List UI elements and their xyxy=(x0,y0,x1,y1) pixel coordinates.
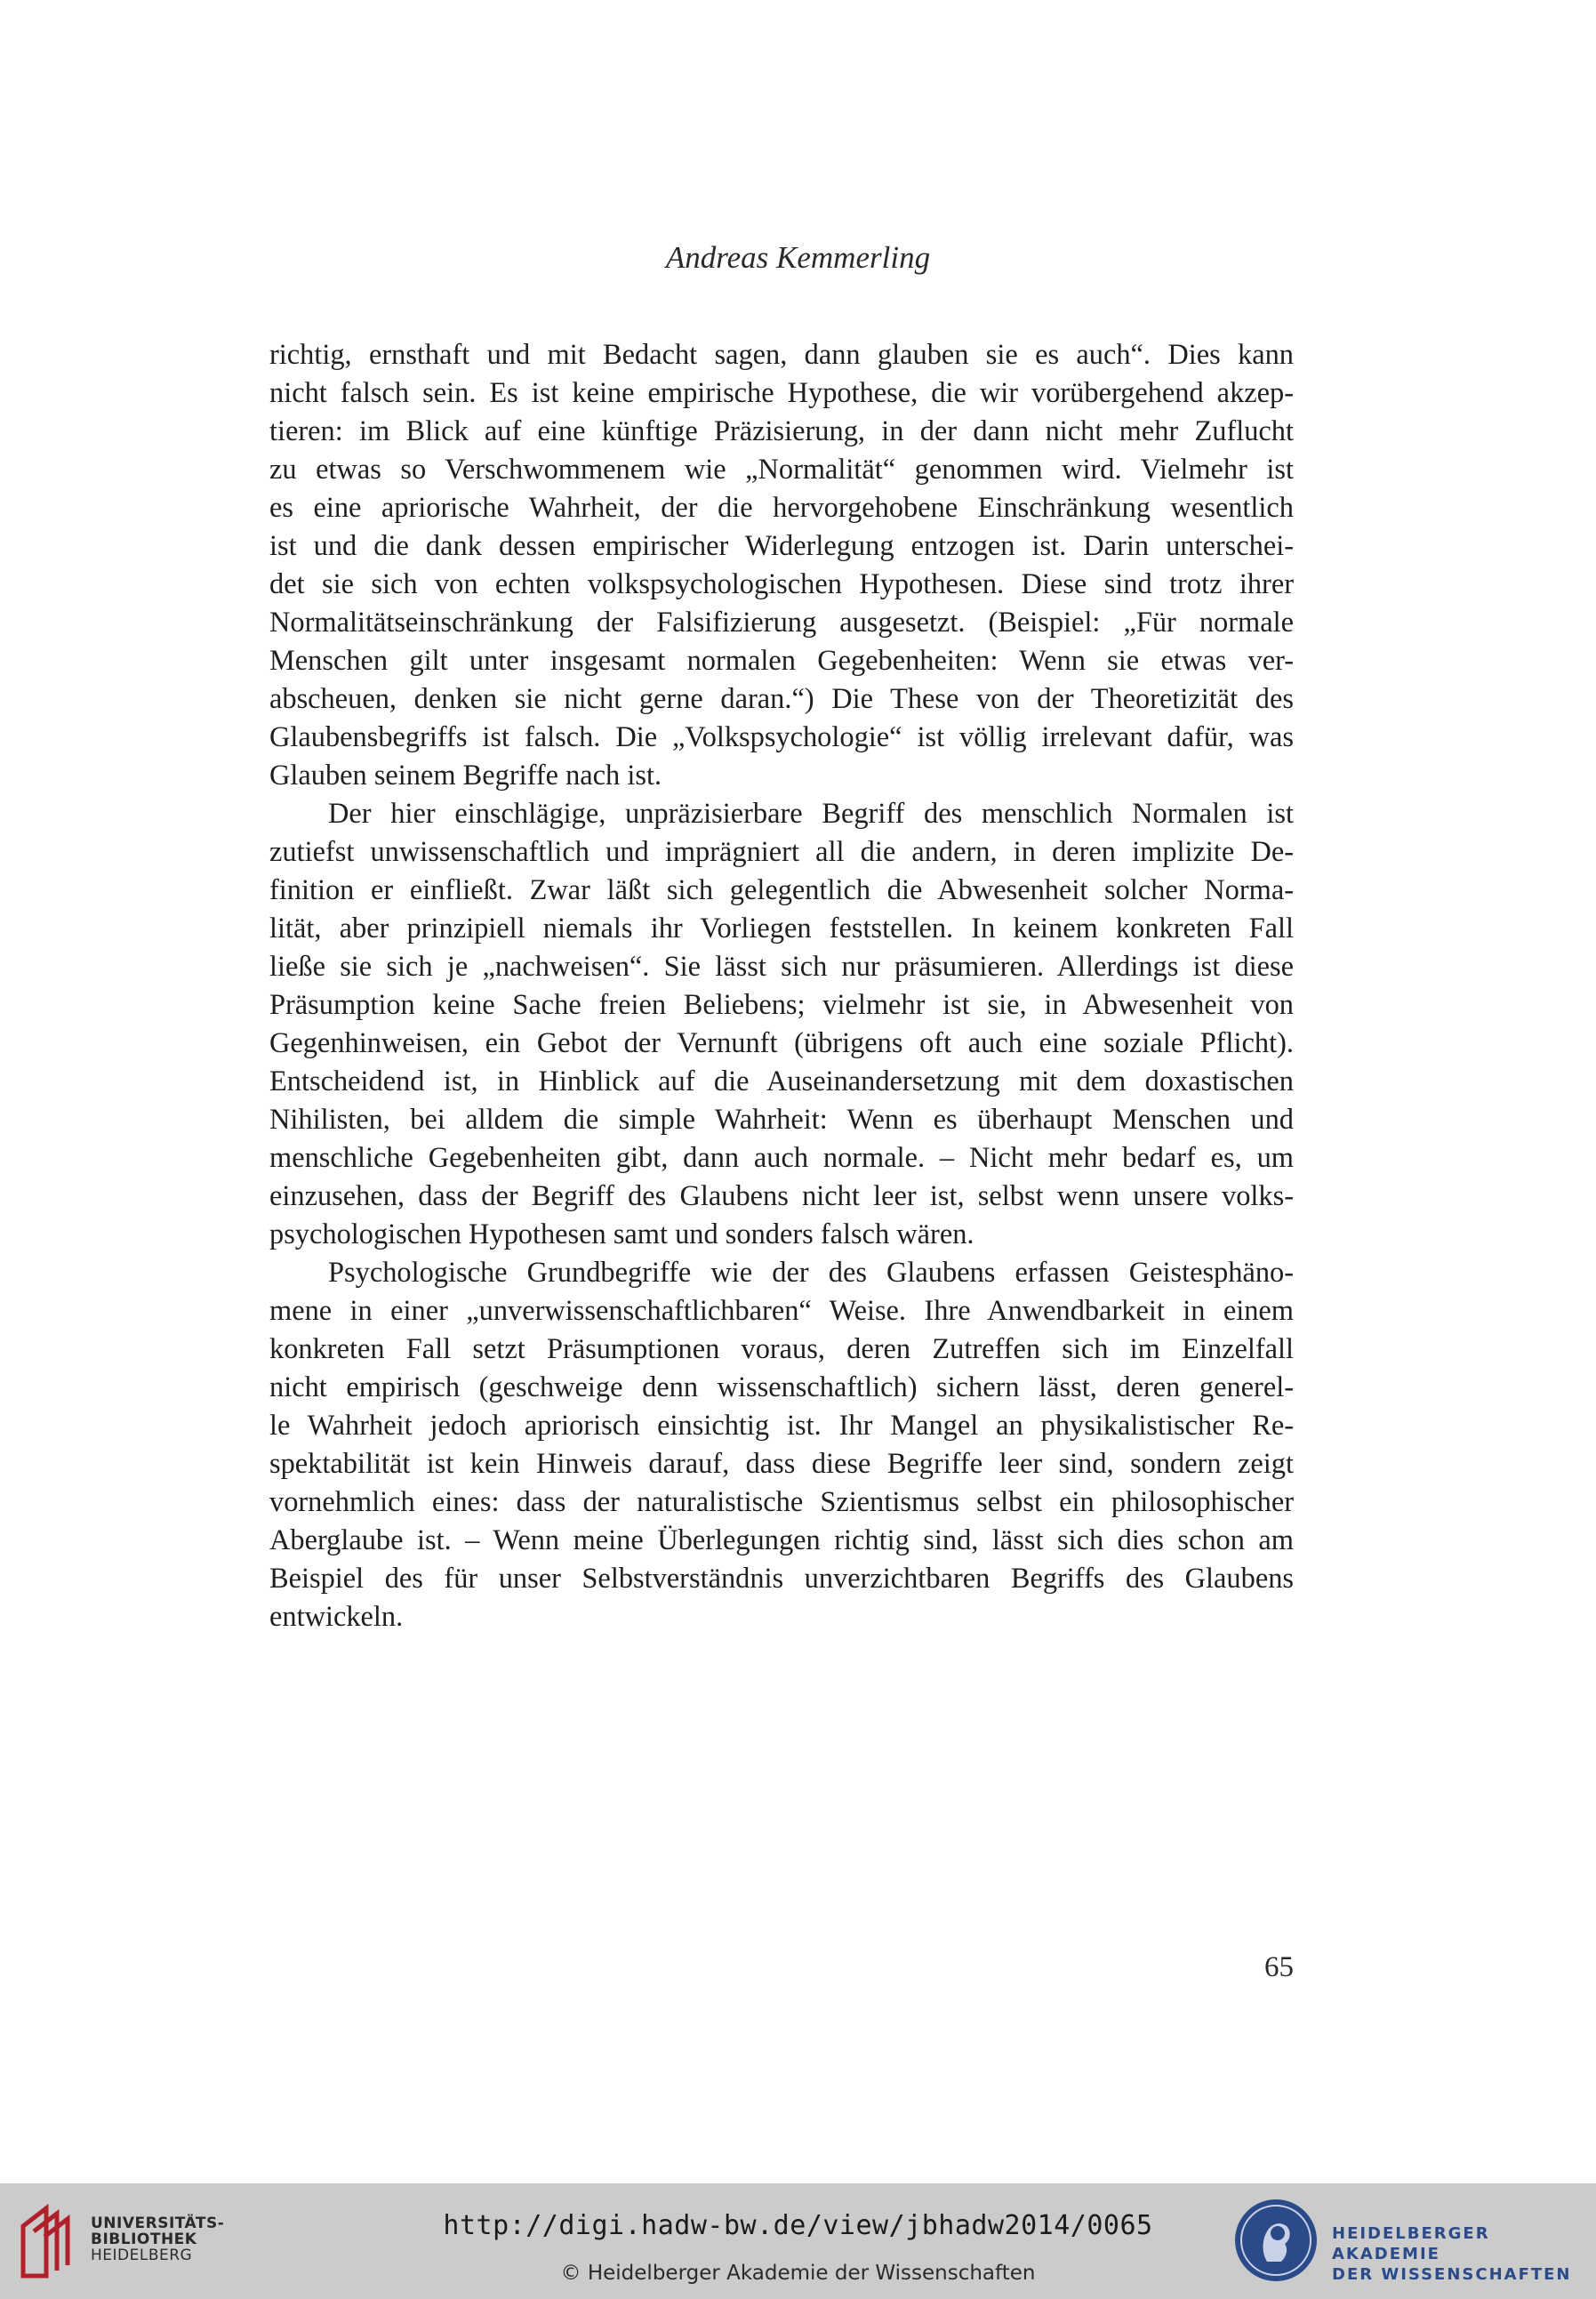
academy-seal-icon[interactable] xyxy=(1231,2196,1320,2288)
text-line: Menschen gilt unter insgesamt normalen Gegebenheiten: Wenn sie etwas ver- xyxy=(269,645,1294,677)
text-line: Entscheidend ist, in Hinblick auf die Auseinandersetzung mit dem doxastischen xyxy=(269,1065,1294,1097)
text-line: det sie sich von echten volkspsychologischen Hypothesen. Diese sind trotz ihrer xyxy=(269,568,1294,600)
academy-name xyxy=(1332,2223,1596,2285)
copyright-notice: © Heidelberger Akademie der Wissenschaften xyxy=(560,2262,1036,2285)
text-line: mene in einer „unverwissenschaftlichbaren“ Weise. Ihre Anwendbarkeit in einem xyxy=(269,1295,1294,1327)
text-line: le Wahrheit jedoch apriorisch einsichtig ist. Ihr Mangel an physikalistischer Re- xyxy=(269,1410,1294,1442)
page-number: 65 xyxy=(1264,1951,1294,1983)
library-name-line: BIBLIOTHEK xyxy=(91,2231,197,2248)
text-line: es eine apriorische Wahrheit, der die hervorgehobene Einschränkung wesentlich xyxy=(269,492,1294,524)
text-line: lität, aber prinzipiell niemals ihr Vorliegen feststellen. In keinem konkreten Fall xyxy=(269,912,1294,945)
text-line: finition er einfließt. Zwar läßt sich gelegentlich die Abwesenheit solcher Norma- xyxy=(269,874,1294,906)
body-text xyxy=(269,336,1294,1636)
text-line: einzusehen, dass der Begriff des Glaubens nicht leer ist, selbst wenn unsere volks- xyxy=(269,1180,1294,1212)
text-line: menschliche Gegebenheiten gibt, dann auch normale. – Nicht mehr bedarf es, um xyxy=(269,1142,1294,1174)
text-line: entwickeln. xyxy=(269,1601,404,1633)
library-name-line: UNIVERSITÄTS- xyxy=(91,2215,225,2232)
running-head: Andreas Kemmerling xyxy=(665,240,931,275)
academy-name-line: DER WISSENSCHAFTEN xyxy=(1332,2265,1572,2284)
text-line: Gegenhinweisen, ein Gebot der Vernunft (übrigens oft auch eine soziale Pflicht). xyxy=(269,1027,1294,1059)
text-line: Aberglaube ist. – Wenn meine Überlegungen richtig sind, lässt sich dies schon am xyxy=(269,1524,1294,1556)
text-line: ließe sie sich je „nachweisen“. Sie lässt sich nur präsumieren. Allerdings ist diese xyxy=(269,951,1294,983)
text-line: konkreten Fall setzt Präsumptionen voraus, deren Zutreffen sich im Einzelfall xyxy=(269,1333,1294,1365)
text-line: Beispiel des für unser Selbstverständnis unverzichtbaren Begriffs des Glaubens xyxy=(269,1563,1294,1595)
text-line: vornehmlich eines: dass der naturalistische Szientismus selbst ein philosophischer xyxy=(269,1486,1294,1518)
text-line: Normalitätseinschränkung der Falsifizierung ausgesetzt. (Beispiel: „Für normale xyxy=(269,607,1294,639)
text-line: zutiefst unwissenschaftlich und imprägniert all die andern, in deren implizite De- xyxy=(269,836,1294,868)
paragraph-3 xyxy=(269,1254,1294,1636)
academy-name-line: HEIDELBERGER AKADEMIE xyxy=(1332,2224,1490,2263)
text-line: Psychologische Grundbegriffe wie der des Glaubens erfassen Geistesphäno- xyxy=(328,1257,1294,1289)
text-line: richtig, ernsthaft und mit Bedacht sagen, dann glauben sie es auch“. Dies kann xyxy=(269,339,1294,371)
library-name-line: HEIDELBERG xyxy=(91,2247,193,2264)
text-line: nicht falsch sein. Es ist keine empirische Hypothese, die wir vorübergehend akzep- xyxy=(269,377,1294,409)
text-line: Präsumption keine Sache freien Beliebens; vielmehr ist sie, in Abwesenheit von xyxy=(269,989,1294,1021)
paragraph-1 xyxy=(269,336,1294,795)
text-line: spektabilität ist kein Hinweis darauf, dass diese Begriffe leer sind, sondern zeigt xyxy=(269,1448,1294,1480)
permalink-url[interactable]: http://digi.hadw-bw.de/view/jbhadw2014/0065 xyxy=(443,2210,1153,2241)
text-line: Nihilisten, bei alldem die simple Wahrheit: Wenn es überhaupt Menschen und xyxy=(269,1104,1294,1136)
paragraph-2 xyxy=(269,795,1294,1254)
text-line: tieren: im Blick auf eine künftige Präzisierung, in der dann nicht mehr Zuflucht xyxy=(269,415,1294,447)
text-line: Der hier einschlägige, unpräzisierbare Begriff des menschlich Normalen ist xyxy=(328,798,1294,830)
text-line: nicht empirisch (geschweige denn wissenschaftlich) sichern lässt, deren generel- xyxy=(269,1371,1294,1403)
text-line: ist und die dank dessen empirischer Widerlegung entzogen ist. Darin unterschei- xyxy=(269,530,1294,562)
text-line: Glaubensbegriffs ist falsch. Die „Volkspsychologie“ ist völlig irrelevant dafür, was xyxy=(269,721,1294,753)
footer-bar xyxy=(0,2183,1596,2299)
text-line: Glauben seinem Begriffe nach ist. xyxy=(269,760,662,792)
text-line: abscheuen, denken sie nicht gerne daran.“) Die These von der Theoretizität des xyxy=(269,683,1294,715)
text-line: zu etwas so Verschwommenem wie „Normalität“ genommen wird. Vielmehr ist xyxy=(269,454,1294,486)
text-line: psychologischen Hypothesen samt und sonders falsch wären. xyxy=(269,1218,974,1250)
